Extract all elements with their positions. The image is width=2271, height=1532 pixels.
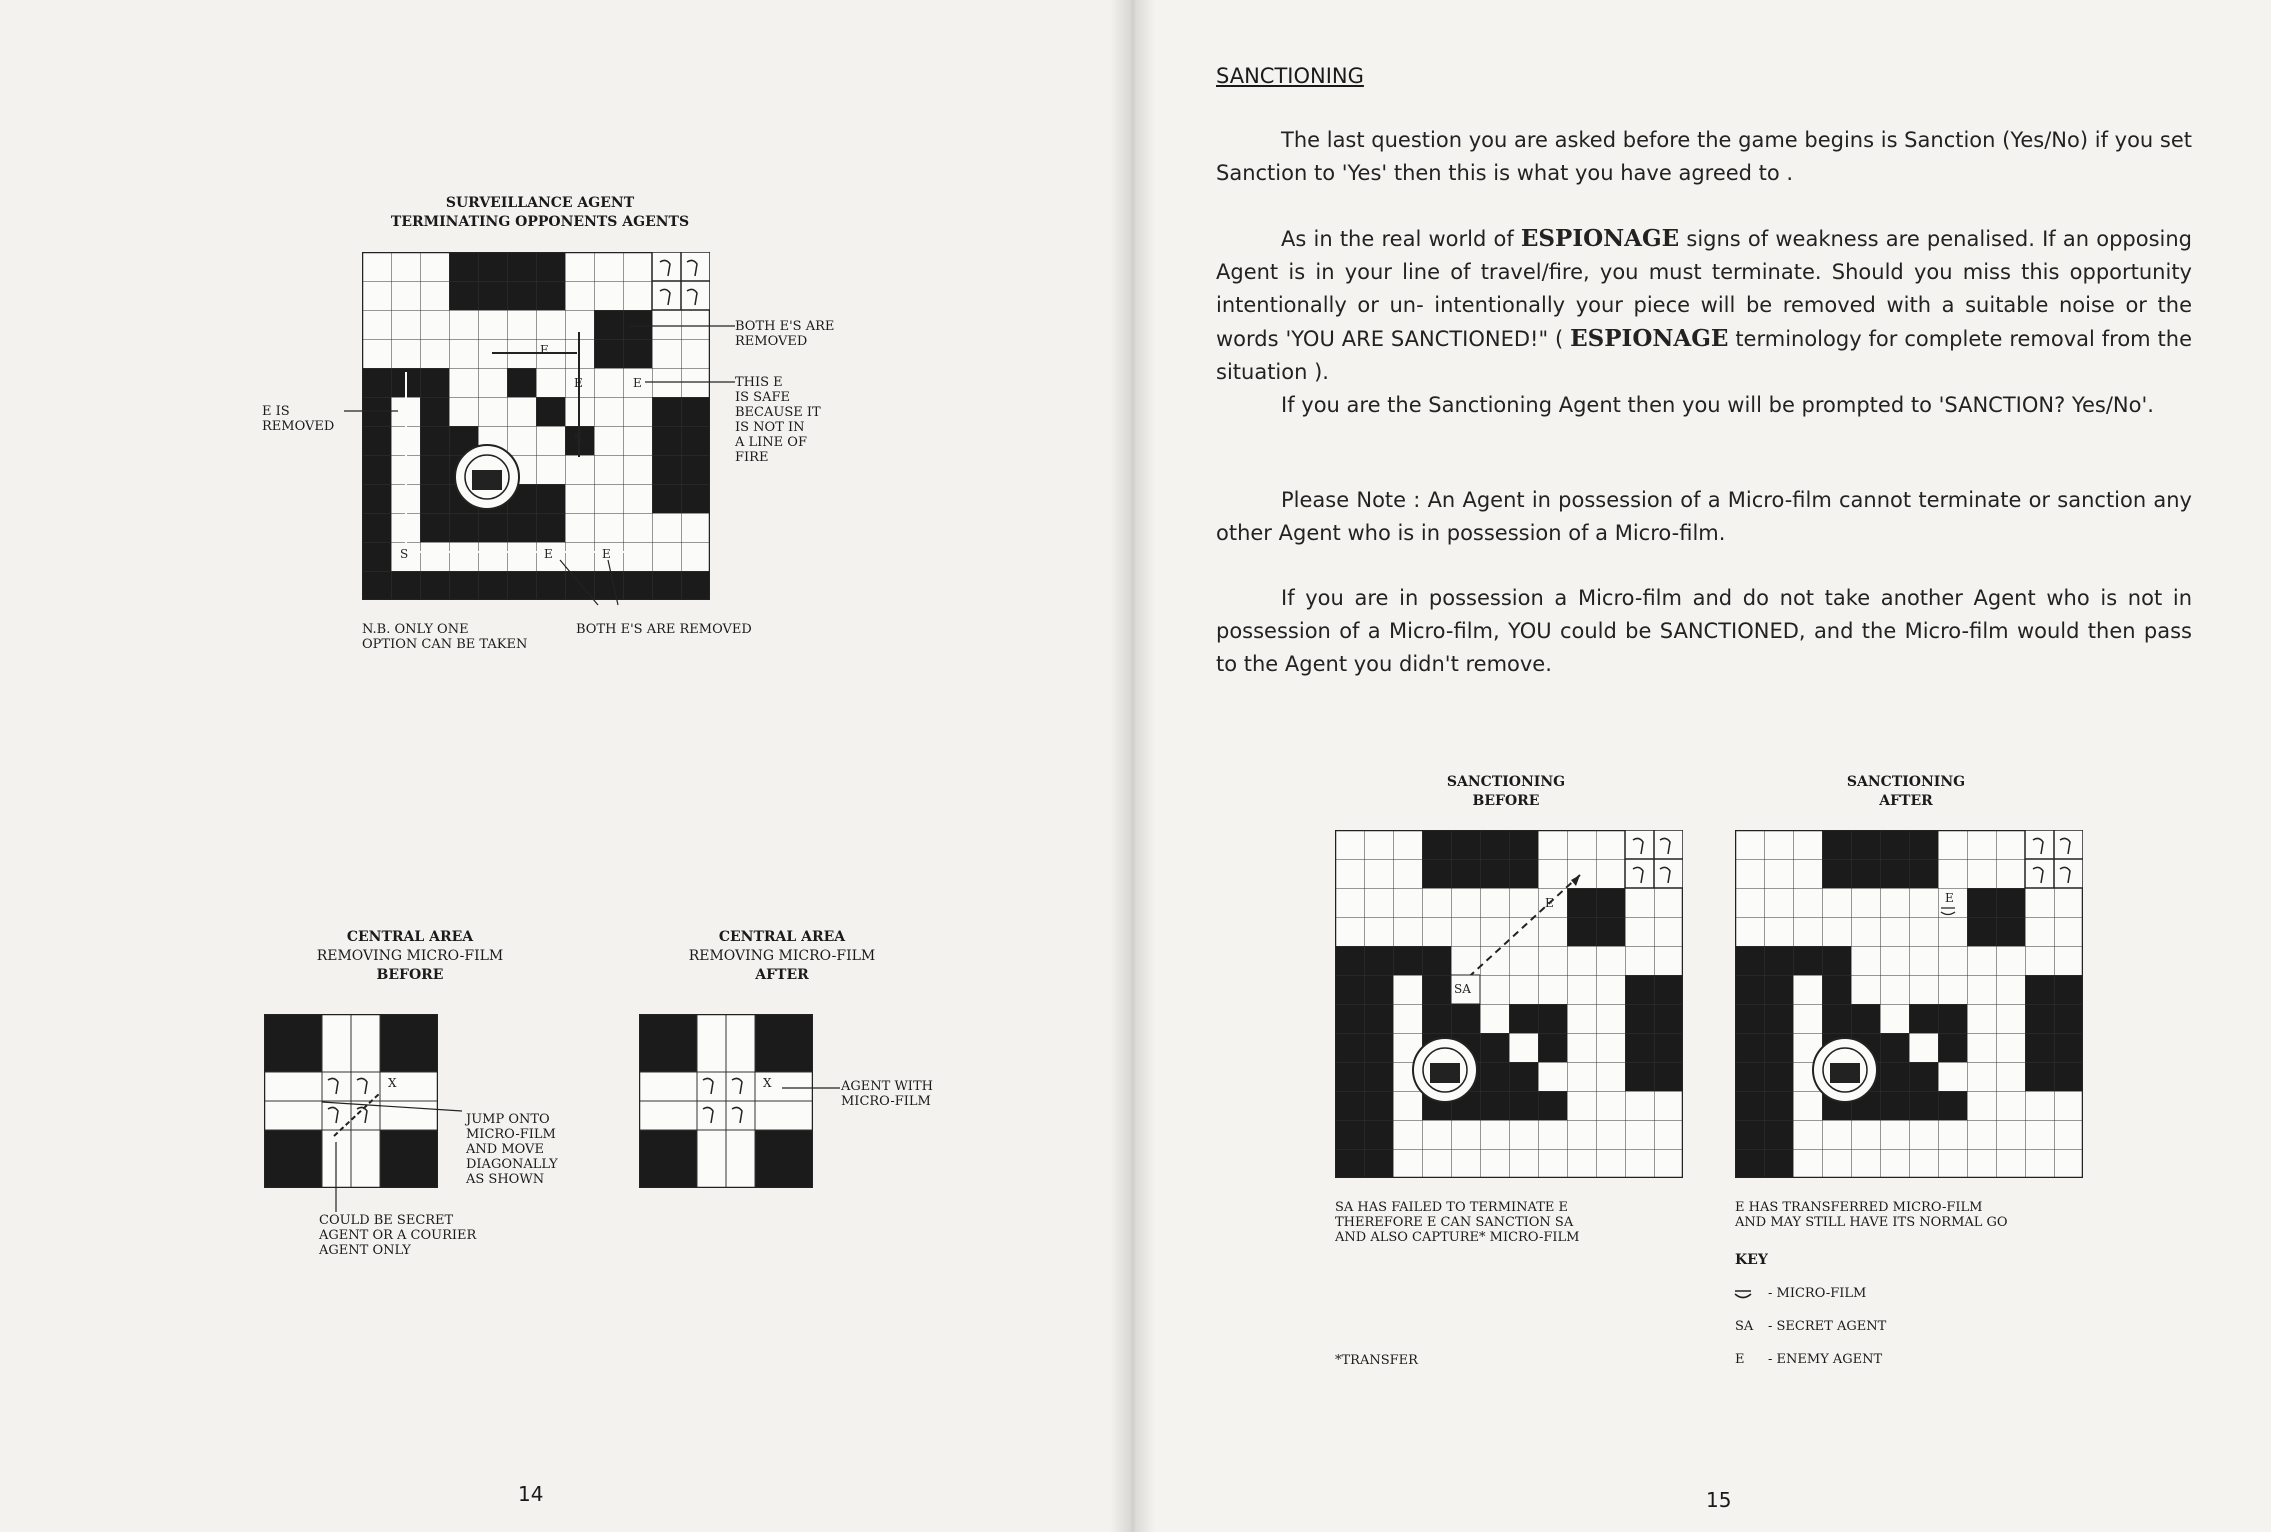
central-before-x-bottom: X — [332, 1138, 341, 1152]
espionage-bold-1: ESPIONAGE — [1520, 225, 1680, 252]
label-both-e-top-line1: BOTH E'S ARE — [735, 319, 835, 334]
central-after-leader — [780, 1078, 850, 1098]
central-before-leaders — [320, 1090, 470, 1220]
label-e-removed-line1: E IS — [262, 404, 290, 419]
jump-label-line5: AS SHOWN — [466, 1172, 545, 1187]
key-e-abbr: E — [1735, 1352, 1745, 1367]
key-secret-agent: - SECRET AGENT — [1768, 1319, 1887, 1334]
page-number-left: 14 — [518, 1482, 544, 1506]
paragraph-5 — [1216, 582, 2192, 681]
sanction-after-state: AFTER — [1879, 793, 1933, 809]
central-after-title-line: CENTRAL AREA — [718, 929, 846, 945]
piece-e-top: E — [540, 343, 549, 357]
label-e-removed-line2: REMOVED — [262, 419, 335, 434]
page-number-right: 15 — [1706, 1488, 1732, 1512]
key-sa-abbr: SA — [1735, 1319, 1754, 1334]
surveillance-title-line2: TERMINATING OPPONENTS AGENTS — [390, 214, 690, 230]
key-enemy-agent: - ENEMY AGENT — [1768, 1352, 1883, 1367]
piece-e-before: E — [1545, 896, 1554, 910]
jump-label — [466, 1112, 558, 1187]
label-safe-line2: IS SAFE — [735, 390, 790, 405]
paragraph-2-part-b: signs of weakness are penalised. If an opposing Agent is in your line of travel/fire, you must terminate. Should you miss this opportunity intentionally or un- intentionally your piece will be removed with a suitable noise or the words 'YOU ARE SANCTIONED!" ( — [1216, 227, 2192, 351]
book-gutter — [1110, 0, 1155, 1532]
piece-s-bottom: S — [400, 547, 409, 561]
espionage-bold-2: ESPIONAGE — [1570, 325, 1729, 352]
sanction-after-board — [1735, 830, 2083, 1178]
jump-label-line2: MICRO-FILM — [466, 1127, 556, 1142]
footnote-transfer: *TRANSFER — [1335, 1353, 1418, 1368]
label-safe-line4: IS NOT IN — [735, 420, 805, 435]
central-after-subtitle: REMOVING MICRO-FILM — [688, 948, 876, 964]
label-both-e-bottom: BOTH E'S ARE REMOVED — [576, 622, 752, 637]
paragraph-3-text: If you are the Sanctioning Agent then you will be prompted to 'SANCTION? Yes/No'. — [1281, 393, 2154, 417]
section-heading: SANCTIONING — [1216, 64, 1364, 88]
paragraph-1 — [1216, 124, 2192, 190]
piece-e-left: E — [400, 407, 409, 421]
central-before-x-top: X — [388, 1076, 397, 1090]
could-label-line2: AGENT OR A COURIER — [319, 1228, 477, 1243]
label-e-removed — [262, 404, 334, 434]
sanction-before-state: BEFORE — [1472, 793, 1540, 809]
surveillance-note-line2: OPTION CAN BE TAKEN — [362, 637, 528, 652]
sanction-before-caption-line2: THEREFORE E CAN SANCTION SA — [1335, 1215, 1574, 1230]
jump-label-line4: DIAGONALLY — [466, 1157, 558, 1172]
label-safe — [735, 375, 821, 465]
piece-s-mid: S — [574, 431, 583, 445]
sanction-before-caption-line1: SA HAS FAILED TO TERMINATE E — [1335, 1200, 1568, 1215]
sanction-before-caption — [1335, 1200, 1579, 1245]
radar-emblem-before-icon — [1413, 1038, 1477, 1102]
central-before-state: BEFORE — [376, 967, 444, 983]
sanction-after-title — [1796, 773, 2016, 811]
sanction-after-caption-line1: E HAS TRANSFERRED MICRO-FILM — [1735, 1200, 1983, 1215]
central-before-subtitle: REMOVING MICRO-FILM — [316, 948, 504, 964]
central-after-x: X — [763, 1076, 772, 1090]
central-after-state: AFTER — [755, 967, 809, 983]
could-label-line1: COULD BE SECRET — [319, 1213, 454, 1228]
surveillance-note — [362, 622, 527, 652]
jump-label-line3: AND MOVE — [466, 1142, 544, 1157]
paragraph-2 — [1216, 222, 2192, 422]
radar-emblem-after-icon — [1813, 1038, 1877, 1102]
sanction-after-title-line: SANCTIONING — [1846, 774, 1966, 790]
label-both-e-top-line2: REMOVED — [735, 334, 808, 349]
label-both-e-top — [735, 319, 834, 349]
piece-sa: SA — [1454, 982, 1471, 996]
piece-e-mid: E — [574, 376, 583, 390]
sanction-before-caption-line3: AND ALSO CAPTURE* MICRO-FILM — [1335, 1230, 1580, 1245]
central-before-title — [300, 928, 520, 985]
paragraph-5-text: If you are in possession a Micro-film and do not take another Agent who is not in possession of a Micro-film, YOU could be SANCTIONED, and the Micro-film would then pass to the Agent you didn't remove. — [1216, 586, 2192, 676]
label-safe-line1: THIS E — [735, 375, 783, 390]
sanction-before-title — [1396, 773, 1616, 811]
surveillance-title — [360, 194, 720, 232]
central-before-title-line: CENTRAL AREA — [346, 929, 474, 945]
sanction-after-caption-line2: AND MAY STILL HAVE ITS NORMAL GO — [1735, 1215, 2008, 1230]
agent-label-line2: MICRO-FILM — [841, 1094, 931, 1109]
piece-e-after: E — [1945, 891, 1954, 905]
micro-film-icon — [1733, 1287, 1755, 1301]
could-label — [319, 1213, 476, 1258]
paragraph-1-text: The last question you are asked before the game begins is Sanction (Yes/No) if you set Sanction to 'Yes' then this is what you have agreed to . — [1216, 128, 2192, 185]
key-micro-film: - MICRO-FILM — [1768, 1286, 1867, 1301]
agent-label — [841, 1079, 933, 1109]
paragraph-2-part-a: As in the real world of — [1281, 227, 1521, 251]
paragraph-2-part-c: terminology for complete removal from the situation ). — [1216, 327, 2192, 384]
sanction-after-caption — [1735, 1200, 2008, 1230]
sanction-before-board — [1335, 830, 1683, 1178]
sanction-before-title-line: SANCTIONING — [1446, 774, 1566, 790]
key-title: KEY — [1735, 1252, 1768, 1268]
jump-label-line1: JUMP ONTO — [466, 1112, 550, 1127]
surveillance-title-line1: SURVEILLANCE AGENT — [445, 195, 635, 211]
label-safe-line6: FIRE — [735, 450, 769, 465]
paragraph-4 — [1216, 484, 2192, 550]
piece-e-safe: E — [633, 376, 642, 390]
piece-e-bottom1: E — [544, 547, 553, 561]
central-after-board — [639, 1014, 813, 1188]
label-safe-line3: BECAUSE IT — [735, 405, 821, 420]
agent-label-line1: AGENT WITH — [841, 1079, 933, 1094]
central-after-title — [672, 928, 892, 985]
paragraph-4-text: Please Note : An Agent in possession of a Micro-film cannot terminate or sanction any other Agent who is in possession of a Micro-film. — [1216, 488, 2192, 545]
could-label-line3: AGENT ONLY — [319, 1243, 411, 1258]
surveillance-note-line1: N.B. ONLY ONE — [362, 622, 469, 637]
label-safe-line5: A LINE OF — [735, 435, 807, 450]
surveillance-leaders — [300, 300, 840, 640]
piece-e-bottom2: E — [602, 547, 611, 561]
